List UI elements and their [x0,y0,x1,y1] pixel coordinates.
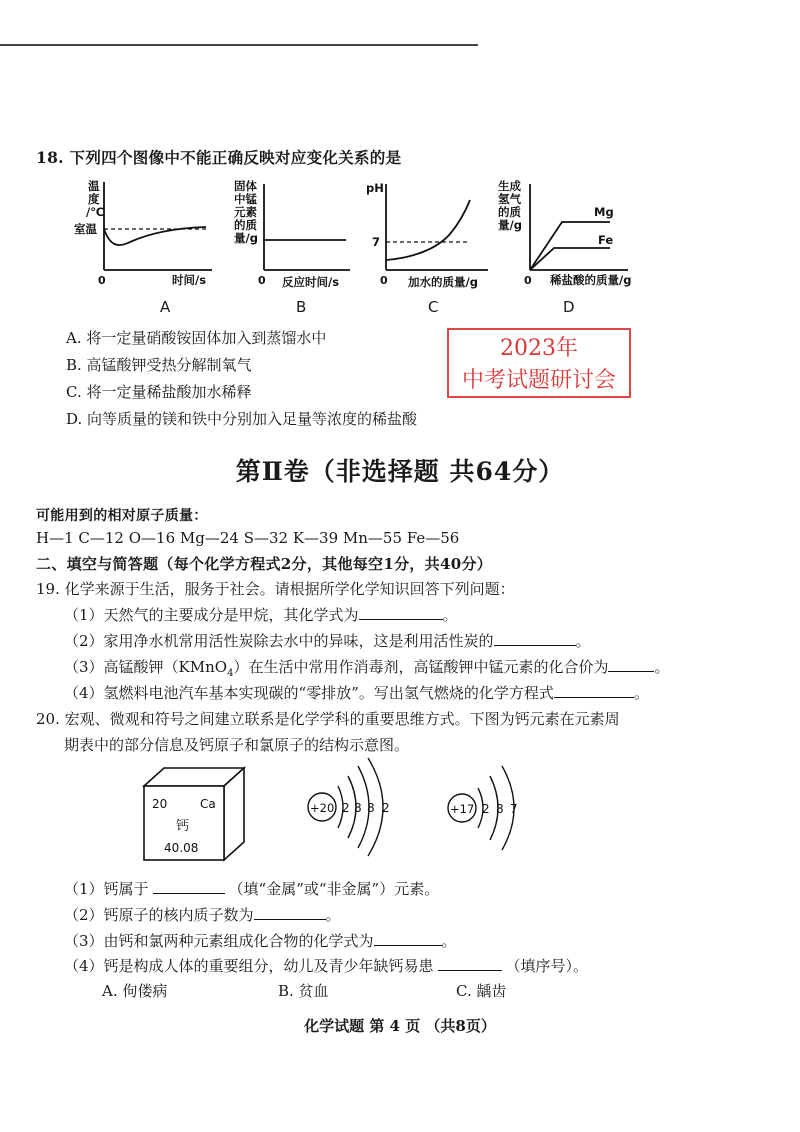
graph-c-origin: 0 [380,274,388,287]
calcium-shell-4: 2 [382,801,390,815]
calcium-shell-1: 2 [342,801,350,815]
graph-c-xlabel: 加水的质量/g [408,275,478,289]
page-footer: 化学试题 第 4 页 （共8页） [304,1017,496,1035]
q19-blank-2[interactable] [494,631,576,646]
q19-item-1 [64,604,458,625]
q20-choice-b: B. 贫血 [278,982,329,1000]
graph-d-series-fe: Fe [598,233,614,247]
q20-stem-line-2: 期表中的部分信息及钙原子和氯原子的结构示意图。 [64,736,410,754]
q18-stem: 18. 下列四个图像中不能正确反映对应变化关系的是 [36,148,402,167]
q20-blank-1[interactable] [153,879,225,894]
graph-b-letter: B [296,298,307,316]
q20-item-2-end: 。 [325,906,341,924]
q20-choice-a: A. 佝偻病 [102,982,168,1000]
q20-choice-c: C. 龋齿 [456,982,507,1000]
graph-d-xlabel: 稀盐酸的质量/g [550,273,632,287]
q19-item-3 [64,656,669,679]
q18-option-b: B. 高锰酸钾受热分解制氧气 [66,356,252,374]
graph-b [234,180,364,296]
graph-c-ref-label: 7 [372,235,381,249]
q20-item-3-end: 。 [441,932,457,950]
q20-item-4 [64,955,588,976]
top-rule [0,44,478,46]
calcium-atom-diagram [300,756,420,866]
q18-option-a: A. 将一定量硝酸铵固体加入到蒸馏水中 [66,329,327,347]
graph-a [74,176,230,296]
graph-b-ylabel-3: 元素 [234,205,257,219]
graph-a-ylabel-1: 温 [88,179,100,193]
q20-item-1-text: （1）钙属于 [64,880,149,898]
q20-item-2-text: （2）钙原子的核内质子数为 [64,906,254,924]
graph-d-ylabel-2: 氢气 [498,192,521,206]
chlorine-atom-diagram [440,762,550,862]
atomic-mass-title: 可能用到的相对原子质量： [36,508,208,524]
graph-a-letter: A [160,298,171,316]
graph-d-letter: D [563,298,575,316]
q19-item-3-text-2: ）在生活中常用作消毒剂，高锰酸钾中锰元素的化合价为 [233,658,609,676]
graph-b-ylabel-4: 的质 [234,218,257,232]
graph-b-origin: 0 [258,274,266,287]
stamp-line-2: 中考试题研讨会 [461,368,616,393]
q18-option-d: D. 向等质量的镁和铁中分别加入足量等浓度的稀盐酸 [66,410,418,428]
q20-item-1 [64,878,439,899]
q20-blank-2[interactable] [254,905,326,920]
q20-item-2 [64,904,341,925]
q20-blank-3[interactable] [374,931,442,946]
q20-item-3-text: （3）由钙和氯两种元素组成化合物的化学式为 [64,932,374,950]
graph-b-ylabel-5: 量/g [234,231,258,245]
graph-d-origin: 0 [524,274,532,287]
graph-a-ylabel-3: /℃ [86,205,105,219]
q19-item-4 [64,682,649,703]
graph-d-series-mg: Mg [594,205,614,219]
q19-blank-3[interactable] [608,657,654,672]
graph-a-origin: 0 [98,274,106,287]
watermark-stamp [447,328,631,398]
q20-item-4-text: （4）钙是构成人体的重要组分，幼儿及青少年缺钙易患 [64,957,434,975]
q20-item-1-end: （填“金属”或“非金属”）元素。 [228,880,440,898]
q19-item-4-end: 。 [633,684,649,702]
element-number: 20 [152,797,168,811]
q20-blank-4[interactable] [438,956,502,971]
q18-option-c: C. 将一定量稀盐酸加水稀释 [66,383,252,401]
element-cube [140,764,250,864]
section-title: 第Ⅱ卷（非选择题 共64分） [235,457,565,486]
q19-blank-1[interactable] [359,605,443,620]
graph-b-xlabel: 反应时间/s [282,275,340,289]
graph-d-ylabel-3: 的质 [498,205,521,219]
calcium-shell-2: 8 [354,801,362,815]
graph-b-ylabel-2: 中锰 [234,192,257,206]
graph-b-ylabel-1: 固体 [234,179,257,193]
graph-a-xlabel: 时间/s [172,273,207,287]
graph-c-letter: C [428,298,439,316]
graph-d [498,180,648,296]
graph-d-ylabel-4: 量/g [498,218,522,232]
chlorine-shell-3: 7 [510,802,518,816]
element-symbol: Ca [200,797,216,811]
q19-item-2-end: 。 [575,632,591,650]
graph-a-ylabel-2: 度 [88,192,100,206]
element-name: 钙 [176,819,190,834]
q19-blank-4[interactable] [554,683,634,698]
chlorine-nucleus: +17 [450,802,475,816]
q19-item-3-subscript: 4 [227,668,234,679]
q19-item-3-text: （3）高锰酸钾（KMnO [64,658,228,676]
chlorine-shell-2: 8 [496,802,504,816]
chlorine-shell-1: 2 [482,802,490,816]
q19-stem: 19. 化学来源于生活，服务于社会。请根据所学化学知识回答下列问题： [36,580,515,598]
part2-heading: 二、填空与简答题（每个化学方程式2分，其他每空1分，共40分） [36,555,493,573]
calcium-nucleus: +20 [310,801,335,815]
graph-d-ylabel-1: 生成 [498,179,521,193]
calcium-shell-3: 8 [367,801,375,815]
q19-item-3-end: 。 [654,658,670,676]
q20-item-4-end: （填序号）。 [505,957,589,975]
q19-item-1-end: 。 [442,606,458,624]
q20-item-3 [64,930,457,951]
graph-c-ylabel: pH [366,181,384,195]
element-mass: 40.08 [164,841,199,855]
atomic-mass-values: H—1 C—12 O—16 Mg—24 S—32 K—39 Mn—55 Fe—56 [36,529,460,547]
graph-a-ref-label: 室温 [74,222,97,236]
q19-item-2-text: （2）家用净水机常用活性炭除去水中的异味，这是利用活性炭的 [64,632,494,650]
q19-item-1-text: （1）天然气的主要成分是甲烷，其化学式为 [64,606,359,624]
q19-item-4-text: （4）氢燃料电池汽车基本实现碳的“零排放”。写出氢气燃烧的化学方程式 [64,684,554,702]
q20-stem-line-1: 20. 宏观、微观和符号之间建立联系是化学学科的重要思维方式。下图为钙元素在元素周 [36,710,620,728]
stamp-line-1: 2023年 [500,336,578,361]
graph-c [366,180,496,296]
q19-item-2 [64,630,591,651]
